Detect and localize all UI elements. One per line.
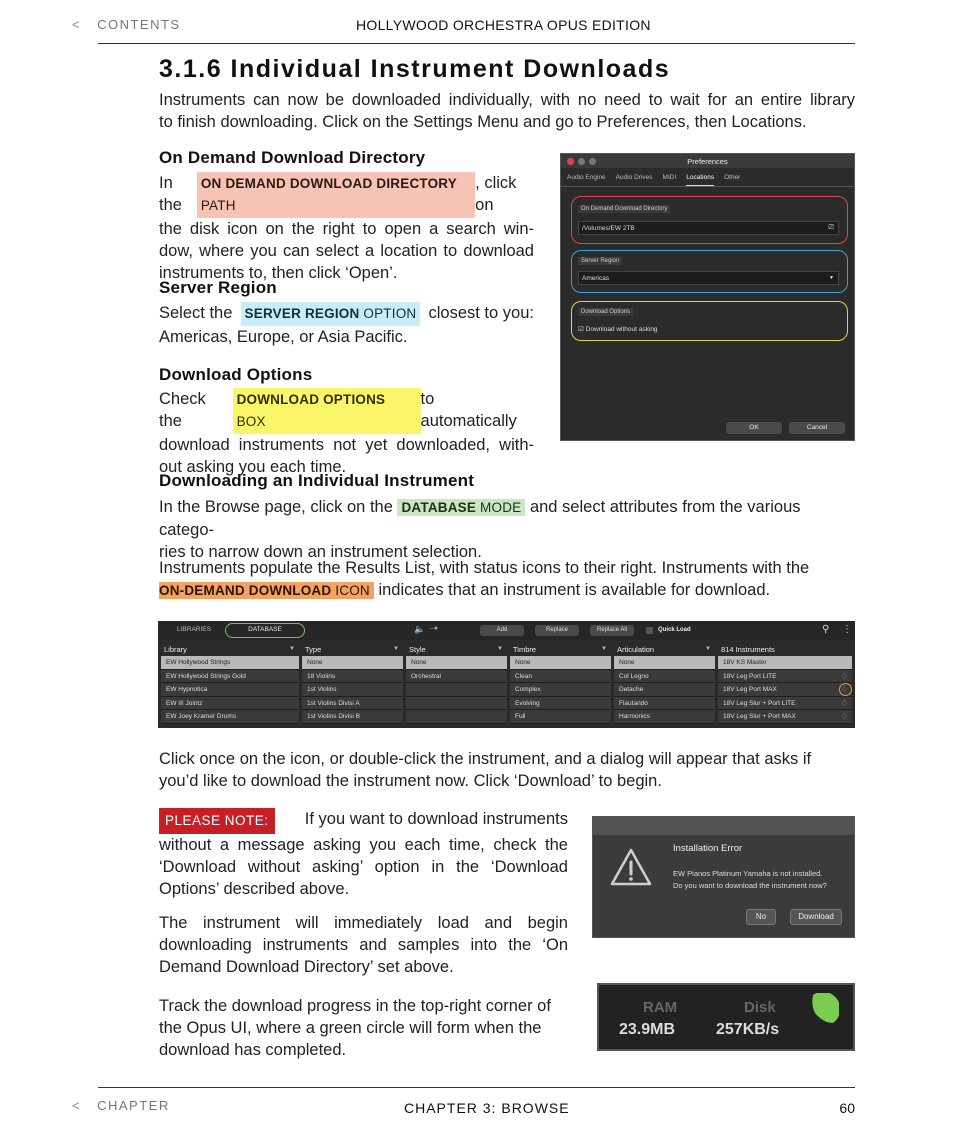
chevron-down-icon: ▼ bbox=[601, 646, 607, 652]
preferences-title: Preferences bbox=[687, 157, 728, 166]
style-column bbox=[406, 643, 507, 728]
preferences-titlebar bbox=[561, 154, 854, 168]
dialog-titlebar bbox=[593, 817, 854, 835]
results-line bbox=[159, 579, 855, 602]
chevron-left-icon: < bbox=[72, 1098, 82, 1113]
server-region-heading: Server Region bbox=[159, 278, 277, 297]
tag-bold: ON DEMAND DOWNLOAD DIRECTORY bbox=[200, 176, 457, 191]
please-note-tag: PLEASE NOTE: bbox=[159, 808, 275, 834]
list-item[interactable]: None bbox=[614, 656, 715, 670]
intro-line: Instruments can now be downloaded individually, with no need to wait for an entire library bbox=[159, 91, 855, 109]
list-item[interactable]: 1st Violins Divisi A bbox=[302, 697, 403, 711]
tag-rest: OPTION bbox=[359, 306, 417, 321]
list-item[interactable]: 18 Violins bbox=[302, 670, 403, 684]
list-item[interactable]: EW Hollywood Strings Gold bbox=[161, 670, 299, 684]
preferences-window bbox=[560, 153, 855, 441]
chapter-label: CHAPTER bbox=[97, 1098, 170, 1113]
contents-label: CONTENTS bbox=[97, 17, 181, 32]
text-run: In the Browse page, click on the bbox=[159, 498, 393, 516]
load-paragraph bbox=[159, 912, 568, 978]
download-options-line: out asking you each time. bbox=[159, 458, 347, 476]
intro-paragraph bbox=[159, 89, 855, 133]
dialog-message: Do you want to download the instrument now? bbox=[673, 881, 827, 890]
preferences-tabs bbox=[567, 174, 740, 186]
load-line: downloading instruments and samples into the ‘On bbox=[159, 936, 568, 954]
result-item[interactable] bbox=[718, 710, 852, 724]
list-item[interactable]: 1st Violins bbox=[302, 683, 403, 697]
column-title: Timbre bbox=[513, 645, 537, 654]
column-header[interactable] bbox=[161, 643, 299, 656]
chapter-link[interactable] bbox=[72, 1098, 170, 1113]
list-item[interactable]: EW Hypnotica bbox=[161, 683, 299, 697]
results-header bbox=[718, 643, 852, 656]
header-divider bbox=[98, 43, 855, 44]
on-demand-heading: On Demand Download Directory bbox=[159, 148, 426, 167]
download-icon[interactable]: ♢ bbox=[840, 685, 848, 695]
directory-label: On Demand Download Directory bbox=[578, 205, 670, 213]
result-item[interactable] bbox=[718, 656, 852, 670]
cancel-button[interactable]: Cancel bbox=[789, 422, 845, 434]
text-run: to automatically bbox=[420, 390, 517, 430]
tab-audio-drives[interactable]: Audio Drives bbox=[615, 174, 653, 181]
result-item[interactable] bbox=[718, 697, 852, 711]
list-item[interactable]: Orchestral bbox=[406, 670, 507, 684]
database-mode-tag bbox=[397, 499, 525, 516]
column-header[interactable] bbox=[614, 643, 715, 656]
disk-label: Disk bbox=[744, 999, 776, 1016]
download-options-heading: Download Options bbox=[159, 365, 313, 384]
server-region-value: Americas bbox=[582, 275, 610, 282]
click-paragraph bbox=[159, 748, 855, 792]
result-item[interactable] bbox=[718, 683, 852, 697]
download-options-group bbox=[571, 301, 848, 341]
on-demand-line bbox=[159, 172, 534, 218]
tab-libraries[interactable]: LIBRARIES bbox=[177, 626, 211, 633]
tab-database[interactable]: DATABASE bbox=[225, 623, 305, 638]
replace-all-button[interactable]: Replace All bbox=[590, 625, 634, 636]
ram-disk-meter bbox=[597, 983, 855, 1051]
warning-icon bbox=[609, 847, 653, 887]
results-column bbox=[718, 643, 852, 728]
text-run: closest to you: bbox=[428, 304, 534, 322]
checkbox-label: Download without asking bbox=[585, 326, 658, 333]
replace-button[interactable]: Replace bbox=[535, 625, 579, 636]
progress-paragraph bbox=[159, 995, 568, 1061]
chapter-title: CHAPTER 3: BROWSE bbox=[404, 1100, 570, 1116]
tag-rest: PATH bbox=[200, 198, 236, 213]
progress-line: Track the download progress in the top-right corner of bbox=[159, 997, 551, 1015]
server-region-label: Server Region bbox=[578, 257, 622, 265]
book-title: HOLLYWOOD ORCHESTRA OPUS EDITION bbox=[356, 17, 651, 33]
list-item[interactable]: Evolving bbox=[510, 697, 611, 711]
on-demand-line: the disk icon on the right to open a search win- bbox=[159, 220, 534, 238]
tag-bold: DATABASE bbox=[401, 500, 477, 515]
chevron-left-icon: < bbox=[72, 17, 82, 32]
browser-panel bbox=[158, 621, 855, 728]
results-paragraph bbox=[159, 557, 855, 602]
download-options-label: Download Options bbox=[578, 308, 633, 316]
list-item[interactable]: Harmonics bbox=[614, 710, 715, 724]
column-title: Style bbox=[409, 645, 426, 654]
chevron-down-icon: ▼ bbox=[393, 646, 399, 652]
chevron-down-icon: ▼ bbox=[829, 275, 834, 281]
download-options-paragraph bbox=[159, 388, 534, 478]
list-item[interactable]: Full bbox=[510, 710, 611, 724]
list-item[interactable]: EW Joey Kramer Drums bbox=[161, 710, 299, 724]
column-title: Type bbox=[305, 645, 322, 654]
note-line bbox=[159, 808, 568, 834]
server-region-paragraph bbox=[159, 302, 534, 348]
results-count: 814 bbox=[721, 645, 734, 654]
directory-path-field[interactable] bbox=[578, 221, 839, 235]
note-line: ‘Download without asking’ option in the ‘Download bbox=[159, 858, 568, 876]
list-item[interactable]: Detache bbox=[614, 683, 715, 697]
column-header[interactable] bbox=[406, 643, 507, 656]
directory-path-tag bbox=[197, 172, 475, 218]
progress-line: download has completed. bbox=[159, 1041, 347, 1059]
download-options-tag bbox=[233, 388, 421, 434]
list-item[interactable]: 1st Violins Divisi B bbox=[302, 710, 403, 724]
list-item[interactable]: EW III Jointz bbox=[161, 697, 299, 711]
result-name: 18V KS Master bbox=[723, 659, 767, 666]
download-icon[interactable]: ♢ bbox=[840, 698, 848, 708]
column-title: Library bbox=[164, 645, 187, 654]
results-label: Instruments bbox=[733, 645, 775, 654]
directory-group bbox=[571, 196, 848, 244]
dialog-message: EW Pianos Platinum Yamaha is not installed. bbox=[673, 869, 823, 878]
download-icon[interactable]: ♢ bbox=[840, 712, 848, 722]
installation-error-dialog bbox=[592, 816, 855, 938]
timbre-column bbox=[510, 643, 611, 728]
directory-path-value: /Volumes/EW 2TB bbox=[582, 225, 635, 232]
ram-label: RAM bbox=[643, 999, 678, 1016]
download-options-line bbox=[159, 388, 534, 434]
individual-line: ries to narrow down an instrument selection. bbox=[159, 543, 482, 561]
server-region-line bbox=[159, 302, 534, 326]
click-line: Click once on the icon, or double-click the instrument, and a dialog will appear that asks if bbox=[159, 750, 812, 768]
chevron-down-icon: ▼ bbox=[705, 646, 711, 652]
click-line: you’d like to download the instrument now. Click ‘Download’ to begin. bbox=[159, 772, 662, 790]
highlight-ring bbox=[839, 683, 852, 696]
library-column bbox=[161, 643, 299, 728]
list-item[interactable]: None bbox=[510, 656, 611, 670]
chevron-down-icon: ▼ bbox=[497, 646, 503, 652]
no-button[interactable]: No bbox=[746, 909, 776, 925]
quick-load-label: Quick Load bbox=[658, 627, 691, 633]
on-demand-icon-tag bbox=[159, 582, 374, 599]
result-name: 18V Leg Slur + Port LITE bbox=[723, 699, 796, 707]
chevron-down-icon: ▼ bbox=[289, 646, 295, 652]
list-item bbox=[406, 683, 507, 697]
section-title: 3.1.6 Individual Instrument Downloads bbox=[159, 55, 671, 83]
on-demand-paragraph bbox=[159, 172, 534, 284]
column-header[interactable] bbox=[510, 643, 611, 656]
page-number: 60 bbox=[839, 1100, 855, 1116]
add-button[interactable]: Add bbox=[480, 625, 524, 636]
load-line: The instrument will immediately load and begin bbox=[159, 914, 568, 932]
type-column bbox=[302, 643, 403, 728]
download-icon[interactable]: ♢ bbox=[840, 671, 848, 681]
list-item[interactable]: Complex bbox=[510, 683, 611, 697]
tag-rest: ICON bbox=[331, 583, 370, 598]
ram-value: 23.9MB bbox=[619, 1021, 676, 1038]
tab-audio-engine[interactable]: Audio Engine bbox=[567, 174, 606, 181]
tab-midi[interactable]: MIDI bbox=[662, 174, 677, 181]
tag-rest: BOX bbox=[236, 414, 266, 429]
tab-locations[interactable]: Locations bbox=[686, 174, 714, 186]
server-region-line: Americas, Europe, or Asia Pacific. bbox=[159, 328, 408, 346]
checkbox-checked-icon: ☑ bbox=[578, 326, 584, 333]
text-run: In the bbox=[159, 174, 182, 214]
results-line: Instruments populate the Results List, with status icons to their right. Instruments with the bbox=[159, 559, 810, 577]
search-icon[interactable]: ⚲ bbox=[822, 624, 830, 635]
articulation-column bbox=[614, 643, 715, 728]
intro-line: to finish downloading. Click on the Settings Menu and go to Preferences, then Locations. bbox=[159, 113, 807, 131]
download-button[interactable]: Download bbox=[790, 909, 842, 925]
more-options-icon[interactable]: ⋮ bbox=[842, 624, 852, 635]
text-run: Select the bbox=[159, 304, 233, 322]
download-options-line: download instruments not yet downloaded, with- bbox=[159, 436, 534, 454]
browser-toolbar bbox=[158, 621, 855, 640]
note-line: without a message asking you each time, check the bbox=[159, 836, 568, 854]
contents-link[interactable] bbox=[72, 17, 181, 32]
server-region-group bbox=[571, 250, 848, 293]
quick-load-checkbox[interactable] bbox=[646, 627, 653, 634]
download-without-asking-checkbox[interactable] bbox=[578, 325, 658, 333]
footer-divider bbox=[98, 1087, 855, 1088]
tag-bold: ON-DEMAND DOWNLOAD bbox=[159, 583, 332, 598]
list-item bbox=[406, 710, 507, 724]
tag-rest: MODE bbox=[476, 500, 522, 515]
result-name: 18V Leg Port LITE bbox=[723, 672, 777, 680]
result-name: 18V Leg Slur + Port MAX bbox=[723, 713, 796, 721]
list-item[interactable]: None bbox=[302, 656, 403, 670]
ok-button[interactable]: OK bbox=[726, 422, 782, 434]
load-line: Demand Download Directory’ set above. bbox=[159, 958, 454, 976]
disk-icon[interactable]: ⎚ bbox=[828, 224, 834, 231]
list-item[interactable]: Clean bbox=[510, 670, 611, 684]
progress-line: the Opus UI, where a green circle will form when the bbox=[159, 1019, 542, 1037]
list-item[interactable]: EW Hollywood Strings bbox=[161, 656, 299, 670]
server-region-tag bbox=[241, 302, 421, 326]
result-item[interactable] bbox=[718, 670, 852, 684]
list-item[interactable]: None bbox=[406, 656, 507, 670]
volume-slider[interactable]: –● bbox=[430, 625, 439, 632]
text-run: indicates that an instrument is available for download. bbox=[373, 581, 771, 599]
download-progress-icon bbox=[807, 993, 839, 1031]
list-item[interactable]: Flautando bbox=[614, 697, 715, 711]
list-item[interactable]: Col Legno bbox=[614, 670, 715, 684]
disk-value: 257KB/s bbox=[716, 1021, 780, 1038]
text-run: and select attributes from the various catego- bbox=[159, 498, 801, 539]
dialog-title: Installation Error bbox=[673, 843, 743, 854]
on-demand-line: instruments to, then click ‘Open’. bbox=[159, 264, 398, 282]
download-icon[interactable]: ♢ bbox=[840, 658, 848, 667]
text-run: , click on bbox=[475, 174, 517, 214]
result-name: 18V Leg Port MAX bbox=[723, 686, 777, 694]
server-region-select[interactable] bbox=[578, 271, 839, 285]
tab-divider bbox=[561, 186, 854, 187]
note-paragraph bbox=[159, 808, 568, 900]
column-header[interactable] bbox=[302, 643, 403, 656]
list-item bbox=[406, 697, 507, 711]
on-demand-line: dow, where you can select a location to download bbox=[159, 242, 534, 260]
column-title: Articulation bbox=[617, 645, 655, 654]
tab-other[interactable]: Other bbox=[724, 174, 741, 181]
individual-line bbox=[159, 496, 855, 541]
tag-bold: SERVER REGION bbox=[244, 306, 360, 321]
text-run: Check the bbox=[159, 390, 206, 430]
text-run: If you want to download instruments bbox=[304, 810, 568, 828]
individual-paragraph bbox=[159, 496, 855, 563]
note-line: Options’ described above. bbox=[159, 880, 350, 898]
tag-bold: DOWNLOAD OPTIONS bbox=[236, 392, 386, 407]
individual-download-heading: Downloading an Individual Instrument bbox=[159, 471, 475, 490]
speaker-icon[interactable]: 🔈 bbox=[414, 624, 426, 634]
